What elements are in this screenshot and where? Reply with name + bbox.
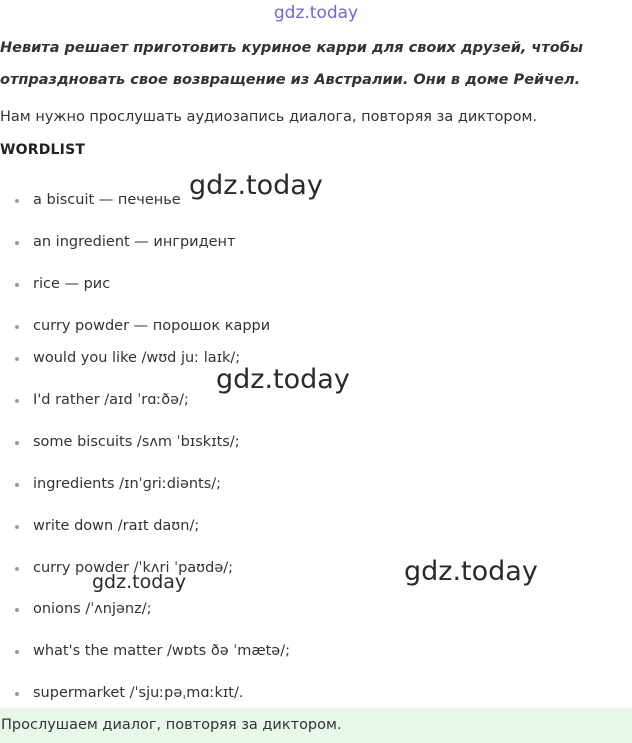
- bullet-icon: [15, 650, 19, 654]
- bullet-icon: [15, 483, 19, 487]
- watermark: gdz.today: [404, 556, 538, 587]
- wordlist-item-text: a biscuit — печенье: [33, 192, 181, 208]
- bullet-icon: [15, 441, 19, 445]
- wordlist-item-text: I'd rather /aɪd ˈrɑːðə/;: [33, 392, 189, 408]
- bullet-icon: [15, 525, 19, 529]
- task-text: Нам нужно прослушать аудиозапись диалога, повторяя за диктором.: [0, 109, 537, 125]
- bullet-icon: [15, 241, 19, 245]
- wordlist-item-text: curry powder — порошок карри: [33, 318, 271, 334]
- bullet-icon: [15, 357, 19, 361]
- watermark: gdz.today: [189, 170, 323, 201]
- bullet-icon: [15, 692, 19, 696]
- wordlist-item-text: onions /ˈʌnjənz/;: [33, 601, 152, 617]
- listen-instruction-banner: Прослушаем диалог, повторяя за диктором.: [0, 708, 632, 743]
- bullet-icon: [15, 325, 19, 329]
- site-logo[interactable]: gdz.today: [273, 3, 359, 23]
- wordlist-item-text: what's the matter /wɒts ðə ˈmætə/;: [33, 643, 290, 659]
- wordlist-item-text: would you like /wʊd juː laɪk/;: [33, 350, 241, 366]
- wordlist-item-text: curry powder /ˈkʌri ˈpaʊdə/;: [33, 560, 234, 576]
- bullet-icon: [15, 567, 19, 571]
- watermark: gdz.today: [216, 364, 350, 395]
- bullet-icon: [15, 283, 19, 287]
- wordlist-item-text: some biscuits /sʌm ˈbɪskɪts/;: [33, 434, 240, 450]
- bullet-icon: [15, 199, 19, 203]
- wordlist-item-text: rice — рис: [33, 276, 111, 292]
- wordlist-item-text: write down /raɪt daʊn/;: [33, 518, 200, 534]
- wordlist-item-text: ingredients /ɪnˈɡriːdiənts/;: [33, 476, 222, 492]
- wordlist-item-text: supermarket /ˈsjuːpəˌmɑːkɪt/.: [33, 685, 244, 701]
- intro-text: Невита решает приготовить куриное карри для своих друзей, чтобы отпраздновать свое возвращение из Австралии. Они в доме Рейчел.: [0, 40, 583, 88]
- bullet-icon: [15, 608, 19, 612]
- wordlist-item-text: an ingredient — ингридент: [33, 234, 236, 250]
- watermark: gdz.today: [92, 571, 187, 593]
- wordlist-heading: WORDLIST: [0, 142, 86, 158]
- bullet-icon: [15, 399, 19, 403]
